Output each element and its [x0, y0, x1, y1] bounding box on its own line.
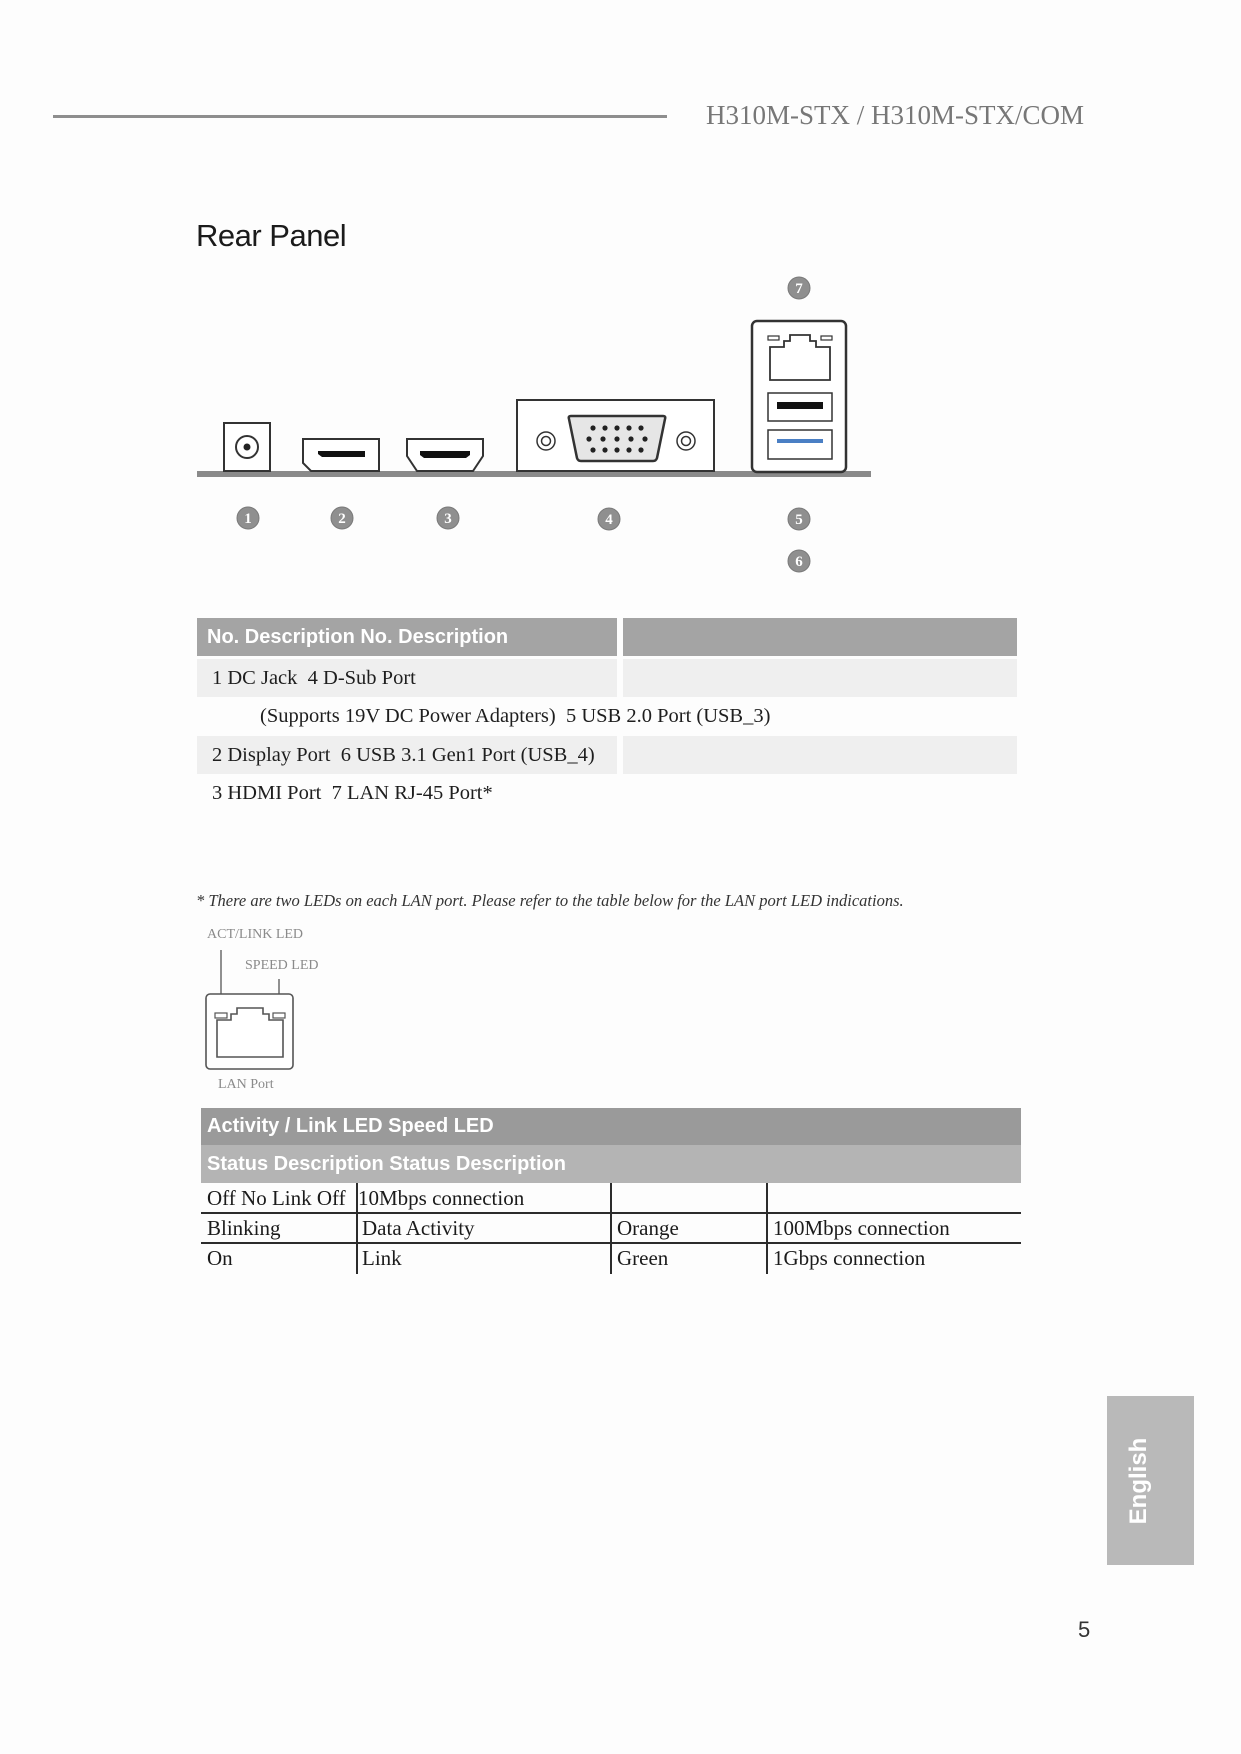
usb2-port [768, 393, 832, 421]
usb31-frame [768, 430, 832, 459]
language-side-tab [1107, 1396, 1194, 1565]
led-table-column-divider [356, 1183, 358, 1274]
callout-2-number: 2 [338, 511, 346, 527]
model-title: H310M-STX / H310M-STX/COM [706, 100, 1085, 130]
rear-panel-diagram [190, 270, 890, 580]
dsub-pin [626, 447, 631, 452]
dsub-pin [626, 425, 631, 430]
callout-6 [788, 550, 810, 572]
callout-4-number: 4 [605, 512, 613, 528]
led-table-header-2-text: Status Description Status Description [207, 1153, 566, 1175]
led-table-column-divider [766, 1183, 768, 1274]
led-table-cell: Link [362, 1246, 402, 1270]
rj45-right-led [821, 336, 832, 340]
dsub-pin [638, 447, 643, 452]
lan-led-footnote: * There are two LEDs on each LAN port. Please refer to the table below for the LAN port LED indications. [196, 891, 904, 910]
speed-led [273, 1013, 285, 1018]
led-table-cell: 1Gbps connection [773, 1246, 926, 1270]
callout-5 [788, 508, 810, 530]
dc-jack-port [224, 423, 270, 471]
port-table-cell-right [623, 736, 1017, 774]
dsub-pin [642, 436, 647, 441]
led-table-header-1-text: Activity / Link LED Speed LED [207, 1115, 494, 1137]
page-number: 5 [1078, 1617, 1091, 1642]
callout-3 [437, 507, 459, 529]
usb2-tongue [777, 402, 823, 409]
act-link-led [215, 1013, 227, 1018]
dsub-pin [590, 447, 595, 452]
usb31-tongue [777, 439, 823, 443]
led-table-cell: On [207, 1246, 233, 1270]
port-table-row-text: 3 HDMI Port 7 LAN RJ-45 Port* [212, 782, 493, 804]
dsub-pin [628, 436, 633, 441]
callout-5-number: 5 [795, 512, 803, 528]
led-table-body [201, 1183, 1021, 1274]
dsub-vga-port [517, 400, 714, 471]
led-table-cell: Blinking [207, 1216, 281, 1240]
callout-1 [237, 507, 259, 529]
rj45-left-led [768, 336, 779, 340]
led-table-cell: 100Mbps connection [773, 1216, 950, 1240]
port-table-header-cell-right [623, 618, 1017, 656]
dsub-pin [590, 425, 595, 430]
displayport-port [303, 439, 379, 471]
displayport-slot [318, 451, 365, 457]
led-table-cell-empty [611, 1183, 767, 1213]
lan-port-label: LAN Port [218, 1077, 274, 1092]
callout-7 [788, 277, 810, 299]
dsub-pin [600, 436, 605, 441]
language-side-tab-label: English [1125, 1437, 1152, 1524]
led-table-cell: Green [617, 1246, 669, 1270]
port-table-header [197, 618, 1017, 656]
hdmi-slot [420, 451, 470, 458]
callout-2 [331, 507, 353, 529]
dsub-pin [602, 447, 607, 452]
port-table-row [197, 697, 1017, 735]
led-table-header-row-1 [201, 1108, 1021, 1145]
port-table-cell-right [623, 659, 1017, 697]
dsub-pin [614, 425, 619, 430]
dsub-left-screw [537, 432, 555, 450]
led-table-cell-empty [767, 1183, 1021, 1213]
port-table-row [197, 736, 1017, 774]
callout-7-number: 7 [795, 281, 803, 297]
port-table-row-text: (Supports 19V DC Power Adapters) 5 USB 2.0 Port (USB_3) [260, 705, 771, 727]
callout-1-number: 1 [244, 511, 252, 527]
act-link-led-label: ACT/LINK LED [207, 927, 304, 942]
callout-3-number: 3 [444, 511, 452, 527]
port-table-row [197, 659, 1017, 697]
led-status-table [201, 1108, 1021, 1274]
callout-6-number: 6 [795, 554, 803, 570]
dc-jack-pin [244, 444, 251, 451]
speed-led-label: SPEED LED [245, 958, 319, 973]
port-table-row-text: 1 DC Jack 4 D-Sub Port [212, 667, 416, 689]
hdmi-port [407, 439, 483, 471]
dsub-pin [638, 425, 643, 430]
callout-4 [598, 508, 620, 530]
led-table-column-divider [610, 1183, 612, 1274]
dsub-pin [586, 436, 591, 441]
port-table-row-text: 2 Display Port 6 USB 3.1 Gen1 Port (USB_4) [212, 744, 595, 766]
port-table-header-text: No. Description No. Description [207, 626, 509, 648]
port-description-table [197, 618, 1017, 813]
section-title: Rear Panel [196, 218, 347, 253]
dsub-pin [602, 425, 607, 430]
led-table-header-row-2 [201, 1145, 1021, 1183]
led-table-cell: Off No Link Off [207, 1186, 346, 1210]
dsub-pin [614, 436, 619, 441]
usb31-port [768, 430, 832, 459]
header-rule [53, 115, 667, 118]
lan-usb-stack [752, 321, 846, 472]
dsub-right-screw [677, 432, 695, 450]
led-table-cell: Data Activity [362, 1216, 475, 1240]
port-table-row [197, 774, 1017, 812]
dsub-pin [614, 447, 619, 452]
led-table-cell: Orange [617, 1216, 679, 1240]
lan-port-diagram [200, 940, 310, 1075]
led-table-cell: 10Mbps connection [358, 1186, 525, 1210]
